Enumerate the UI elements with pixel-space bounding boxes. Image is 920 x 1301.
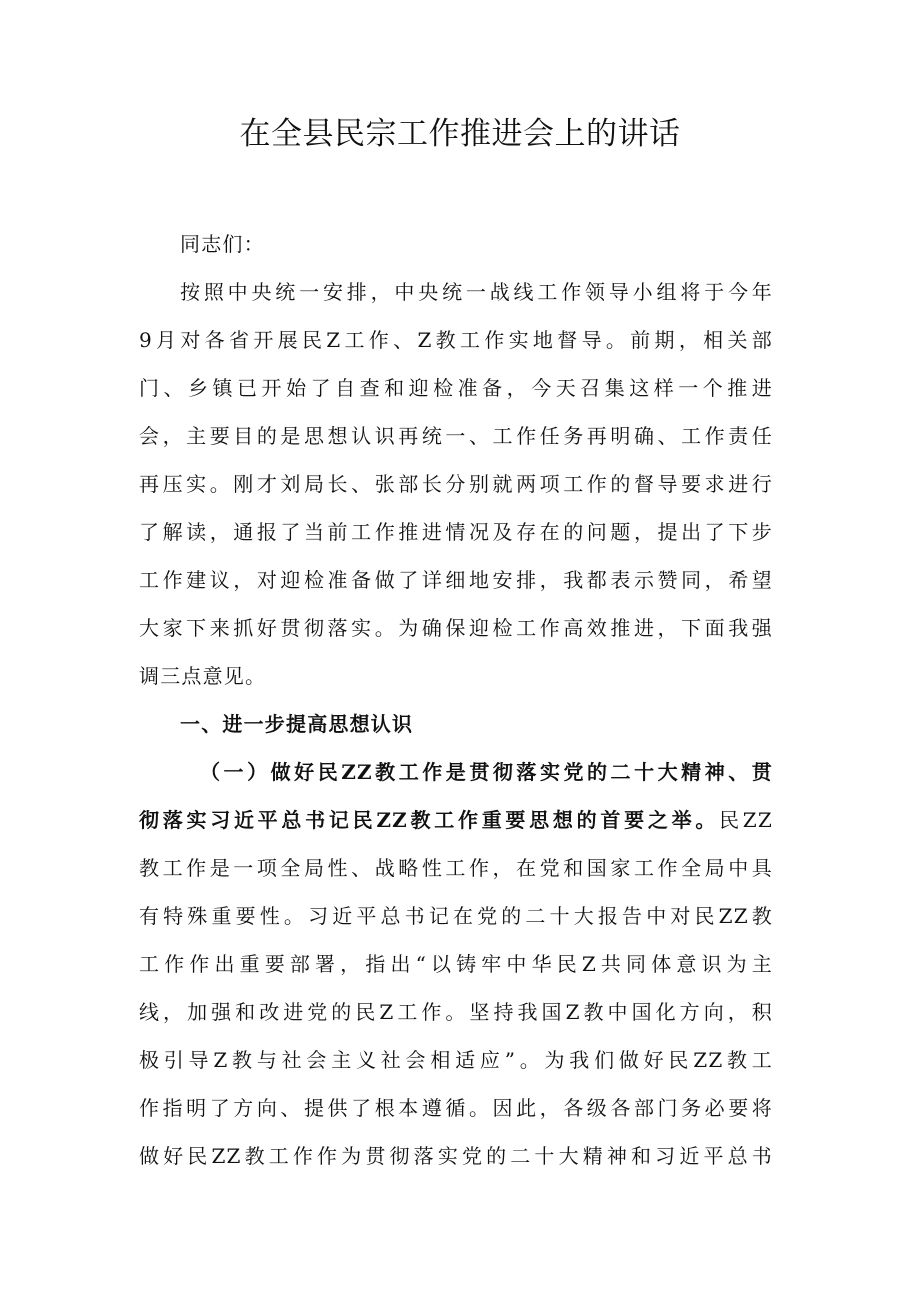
paragraph-line: 按照中央统一安排，中央统一战线工作领导小组将于今年 [180, 280, 773, 304]
paragraph-line: 会，主要目的是思想认识再统一、工作任务再明确、工作责任 [139, 424, 773, 448]
subsection-heading-line: （一）做好民ZZ教工作是贯彻落实党的二十大精神、贯 [200, 760, 773, 784]
paragraph-text: 民ZZ [719, 808, 773, 832]
paragraph-line: 线，加强和改进党的民Z工作。坚持我国Z教中国化方向，积 [139, 1000, 773, 1024]
paragraph-line: 调三点意见。 [139, 664, 267, 688]
paragraph-line: 门、乡镇已开始了自查和迎检准备，今天召集这样一个推进 [139, 376, 773, 400]
section-heading: 一、进一步提高思想认识 [180, 712, 414, 736]
paragraph-line: 工作建议，对迎检准备做了详细地安排，我都表示赞同，希望 [139, 568, 773, 592]
paragraph-line: 做好民ZZ教工作作为贯彻落实党的二十大精神和习近平总书 [139, 1144, 773, 1168]
paragraph-line: 了解读，通报了当前工作推进情况及存在的问题，提出了下步 [139, 520, 773, 544]
paragraph-line: 教工作是一项全局性、战略性工作，在党和国家工作全局中具 [139, 856, 773, 880]
paragraph-line: 9月对各省开展民Z工作、Z教工作实地督导。前期，相关部 [139, 328, 773, 352]
paragraph-line: 作指明了方向、提供了根本遵循。因此，各级各部门务必要将 [139, 1096, 773, 1120]
subsection-heading-bold: 彻落实习近平总书记民ZZ教工作重要思想的首要之举。 [139, 808, 720, 832]
document-title: 在全县民宗工作推进会上的讲话 [239, 116, 681, 152]
document-body [139, 220, 773, 1180]
greeting: 同志们： [180, 232, 265, 256]
paragraph-line: 再压实。刚才刘局长、张部长分别就两项工作的督导要求进行 [139, 472, 773, 496]
paragraph-line: 极引导Z教与社会主义社会相适应”。为我们做好民ZZ教工 [139, 1048, 773, 1072]
paragraph-line: 有特殊重要性。习近平总书记在党的二十大报告中对民ZZ教 [139, 904, 773, 928]
subsection-heading-line [139, 796, 773, 844]
paragraph-line: 大家下来抓好贯彻落实。为确保迎检工作高效推进，下面我强 [139, 616, 773, 640]
paragraph-line: 工作作出重要部署，指出“以铸牢中华民Z共同体意识为主 [139, 952, 773, 976]
